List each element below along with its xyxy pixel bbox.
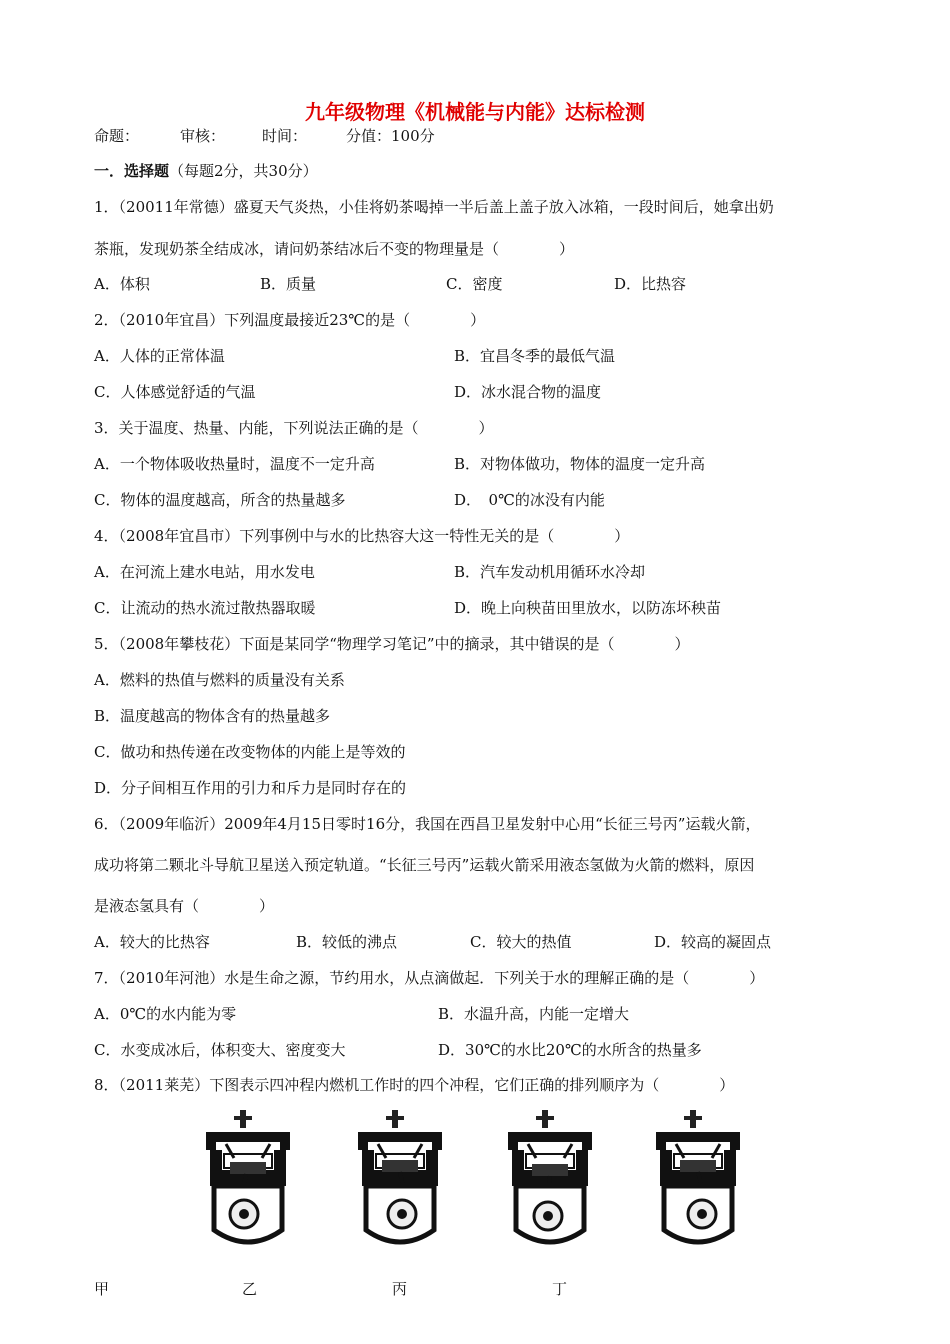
- q4-option-d: D．晚上向秧苗田里放水，以防冻坏秧苗: [454, 599, 722, 617]
- q1-stem-line2: 茶瓶，发现奶茶全结成冰，请问奶茶结冰后不变的物理量是（ ）: [94, 240, 575, 258]
- q4-stem: 4．（2008年宜昌市）下列事例中与水的比热容大这一特性无关的是（ ）: [94, 527, 630, 545]
- meta-score: 分值：100分: [346, 127, 435, 145]
- q3-option-b: B．对物体做功，物体的温度一定升高: [454, 455, 706, 473]
- engine-diagram-yi: [352, 1110, 448, 1250]
- caption-jia: 甲: [94, 1280, 110, 1298]
- q6-stem-line1: 6．（2009年临沂）2009年4月15日零时16分，我国在西昌卫星发射中心用“长征三号丙”运载火箭，: [94, 815, 761, 833]
- caption-bing: 丙: [392, 1280, 408, 1298]
- q2-option-c: C．人体感觉舒适的气温: [94, 383, 256, 401]
- q2-option-b: B．宜昌冬季的最低气温: [454, 347, 616, 365]
- engine-diagram-ding: [650, 1110, 746, 1250]
- q7-option-c: C．水变成冰后，体积变大、密度变大: [94, 1041, 346, 1059]
- q2-stem: 2．（2010年宜昌）下列温度最接近23℃的是（ ）: [94, 311, 486, 329]
- meta-review: 审核：: [180, 127, 226, 145]
- q2-option-a: A．人体的正常体温: [94, 347, 225, 365]
- q6-option-a: A．较大的比热容: [94, 933, 210, 951]
- engine-diagram-jia: [200, 1110, 296, 1250]
- meta-command: 命题：: [94, 127, 140, 145]
- q1-option-c: C．密度: [446, 275, 503, 293]
- q4-option-b: B．汽车发动机用循环水冷却: [454, 563, 646, 581]
- q5-option-b: B．温度越高的物体含有的热量越多: [94, 707, 331, 725]
- q3-option-d: D． 0℃的冰没有内能: [454, 491, 605, 509]
- q1-option-b: B．质量: [260, 275, 317, 293]
- q5-option-c: C．做功和热传递在改变物体的内能上是等效的: [94, 743, 406, 761]
- q1-stem-line1: 1．（20011年常德）盛夏天气炎热，小佳将奶茶喝掉一半后盖上盖子放入冰箱，一段时间后，她拿出奶: [94, 198, 774, 216]
- q3-option-a: A．一个物体吸收热量时，温度不一定升高: [94, 455, 375, 473]
- q1-option-d: D．比热容: [614, 275, 687, 293]
- q7-option-a: A．0℃的水内能为零: [94, 1005, 237, 1023]
- q1-option-a: A．体积: [94, 275, 150, 293]
- engine-diagram-bing: [502, 1110, 598, 1250]
- section-heading: [94, 161, 318, 181]
- q5-option-d: D．分子间相互作用的引力和斥力是同时存在的: [94, 779, 407, 797]
- q8-stem: 8．（2011莱芜）下图表示四冲程内燃机工作时的四个冲程，它们正确的排列顺序为（ ）: [94, 1076, 735, 1094]
- page-title: 九年级物理《机械能与内能》达标检测: [305, 100, 645, 124]
- q3-stem: 3．关于温度、热量、内能，下列说法正确的是（ ）: [94, 419, 494, 437]
- q7-option-b: B．水温升高，内能一定增大: [438, 1005, 630, 1023]
- q5-option-a: A．燃料的热值与燃料的质量没有关系: [94, 671, 345, 689]
- q3-option-c: C．物体的温度越高，所含的热量越多: [94, 491, 346, 509]
- q4-option-c: C．让流动的热水流过散热器取暖: [94, 599, 316, 617]
- q2-option-d: D．冰水混合物的温度: [454, 383, 602, 401]
- q7-stem: 7．（2010年河池）水是生命之源，节约用水，从点滴做起．下列关于水的理解正确的是（ ）: [94, 969, 765, 987]
- meta-time: 时间：: [262, 127, 308, 145]
- section-title: 一．选择题: [94, 162, 170, 180]
- q6-option-b: B．较低的沸点: [296, 933, 398, 951]
- q5-stem: 5．（2008年攀枝花）下面是某同学“物理学习笔记”中的摘录，其中错误的是（ ）: [94, 635, 690, 653]
- section-note: （每题2分，共30分）: [169, 162, 318, 180]
- q6-option-d: D．较高的凝固点: [654, 933, 772, 951]
- caption-ding: 丁: [552, 1280, 568, 1298]
- caption-yi: 乙: [242, 1280, 258, 1298]
- q7-option-d: D．30℃的水比20℃的水所含的热量多: [438, 1041, 702, 1059]
- q6-stem-line2: 成功将第二颗北斗导航卫星送入预定轨道。“长征三号丙”运载火箭采用液态氢做为火箭的燃料，原因: [94, 856, 755, 874]
- q6-option-c: C．较大的热值: [470, 933, 572, 951]
- q6-stem-line3: 是液态氢具有（ ）: [94, 897, 275, 915]
- q4-option-a: A．在河流上建水电站，用水发电: [94, 563, 315, 581]
